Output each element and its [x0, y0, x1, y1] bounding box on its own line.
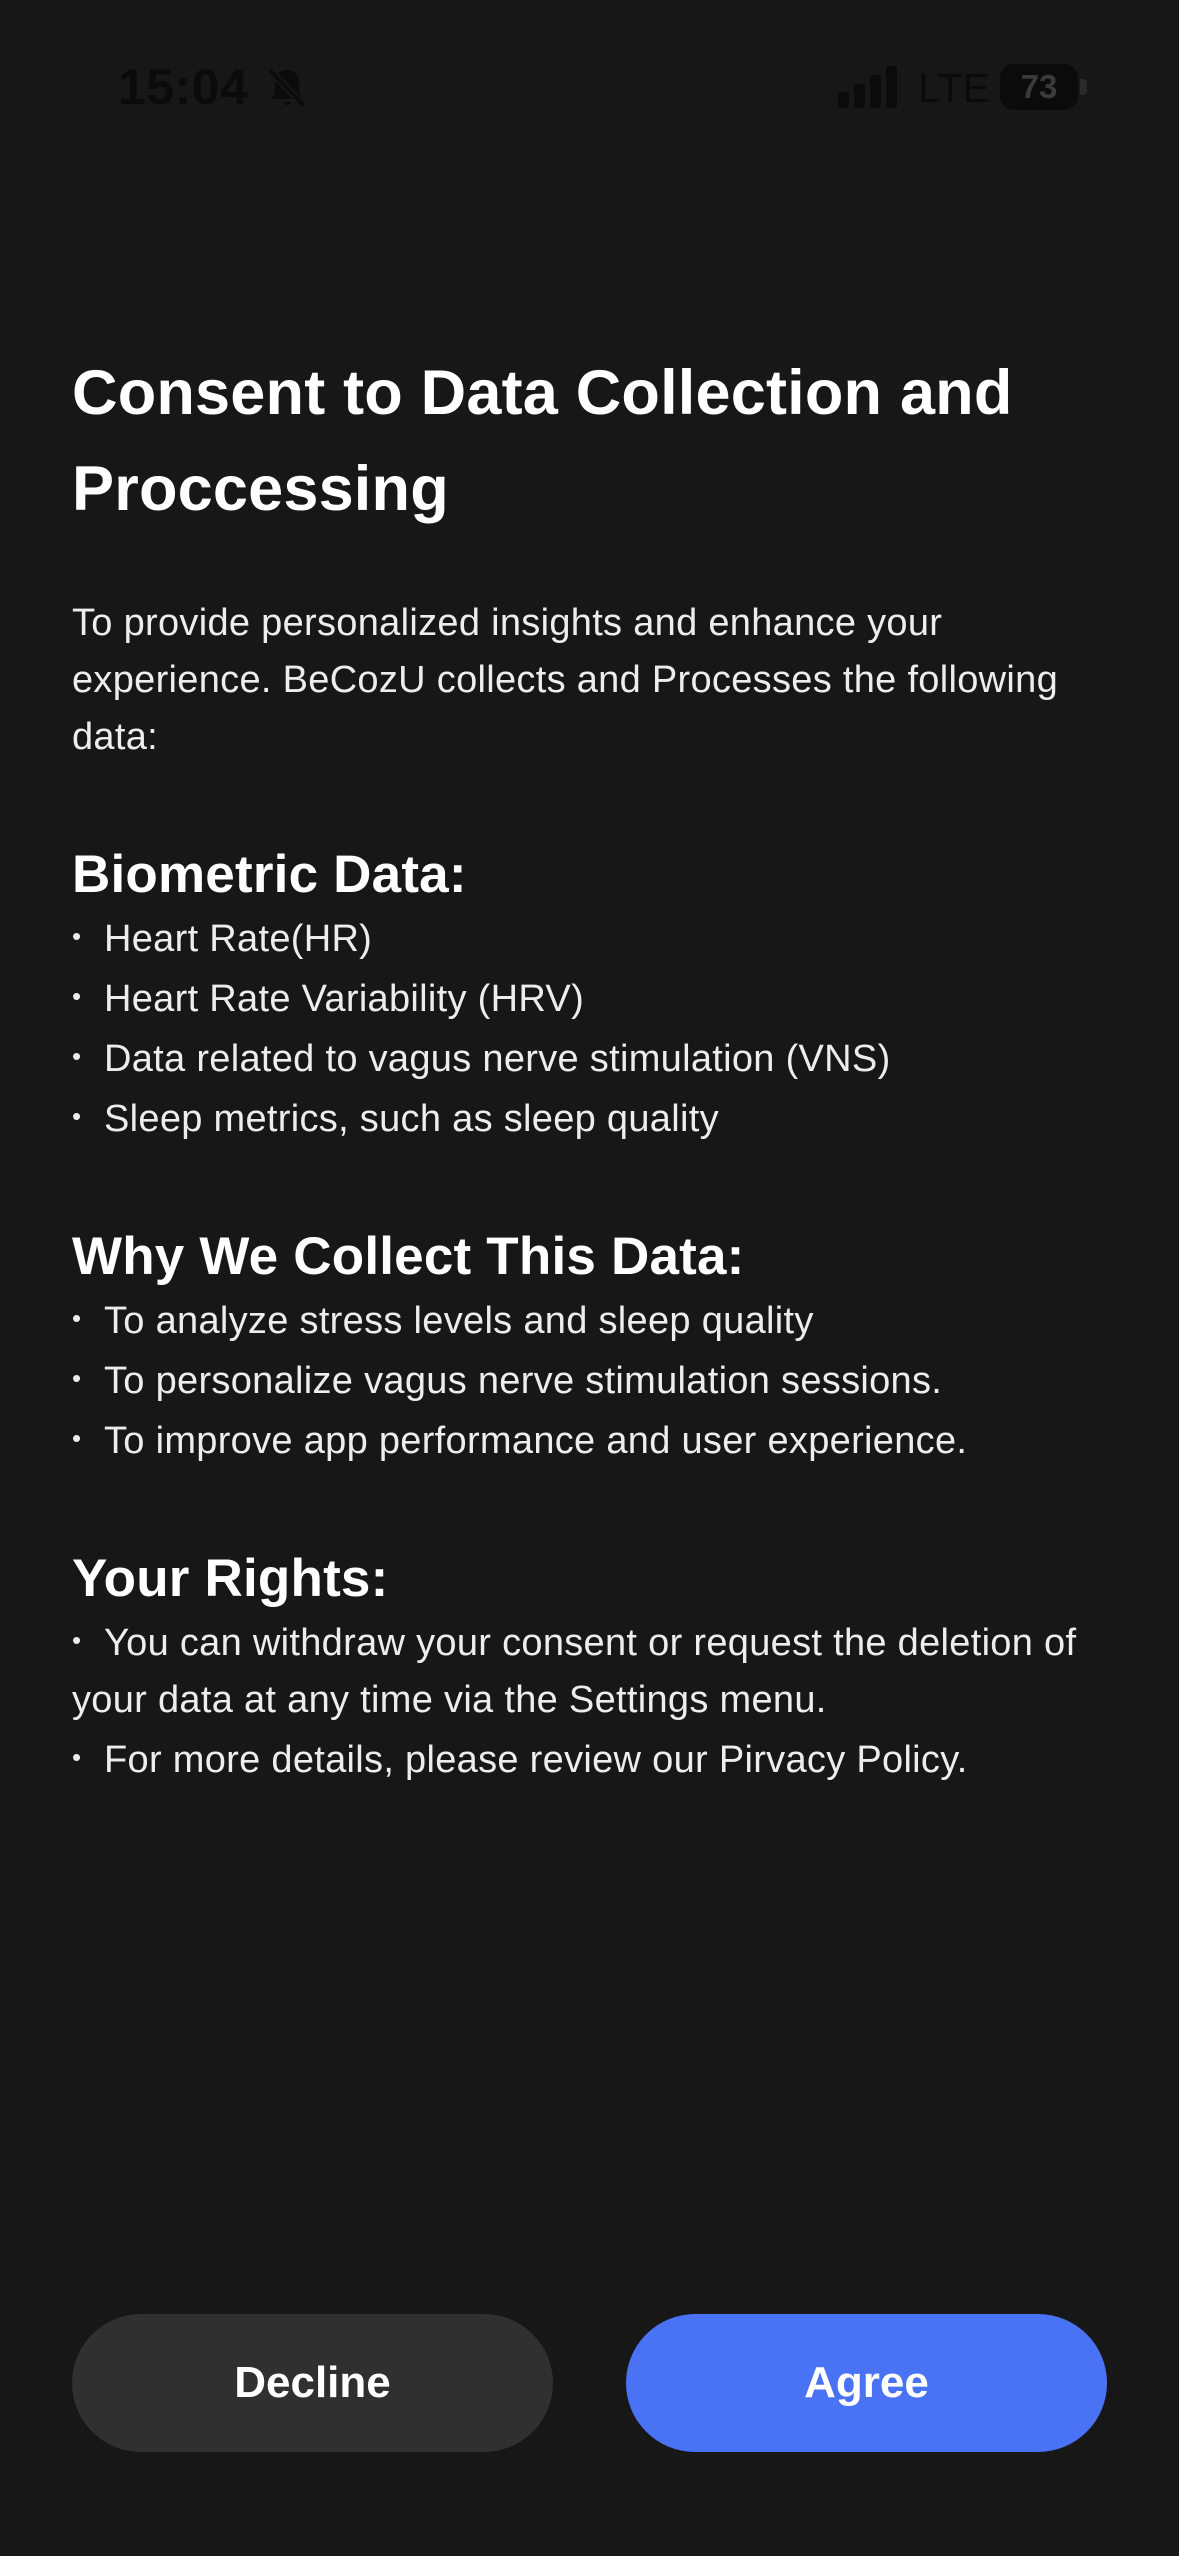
list-item: • Sleep metrics, such as sleep quality [72, 1088, 1122, 1148]
status-time: 15:04 [118, 59, 249, 115]
agree-button[interactable]: Agree [626, 2314, 1107, 2452]
biometric-list [72, 908, 1122, 1148]
why-section [72, 1224, 1122, 1470]
list-item: • You can withdraw your consent or request the deletion of your data at any time via the Settings menu. [72, 1612, 1122, 1729]
list-item: • Heart Rate(HR) [72, 908, 1122, 968]
network-type: LTE [918, 65, 991, 111]
decline-button[interactable]: Decline [72, 2314, 553, 2452]
page-title: Consent to Data Collection and Proccessing [72, 358, 1013, 524]
intro-text: To provide personalized insights and enhance your experience. BeCozU collects and Processes the following data: [72, 602, 1059, 758]
rights-heading: Your Rights: [72, 1549, 389, 1608]
rights-list [72, 1612, 1122, 1789]
list-item: • For more details, please review our Pirvacy Policy. [72, 1729, 1122, 1789]
status-bar [0, 0, 1179, 175]
why-heading: Why We Collect This Data: [72, 1227, 745, 1286]
list-item: • Data related to vagus nerve stimulation (VNS) [72, 1028, 1122, 1088]
list-item: • To analyze stress levels and sleep quality [72, 1290, 1122, 1350]
list-item: • To improve app performance and user experience. [72, 1410, 1122, 1470]
list-item: • Heart Rate Variability (HRV) [72, 968, 1122, 1028]
rights-section [72, 1546, 1122, 1789]
consent-content [72, 345, 1122, 1789]
biometric-section [72, 842, 1122, 1148]
battery-level: 73 [1020, 68, 1058, 105]
bell-muted-icon [266, 66, 308, 110]
why-list [72, 1290, 1122, 1470]
list-item: • To personalize vagus nerve stimulation sessions. [72, 1350, 1122, 1410]
biometric-heading: Biometric Data: [72, 845, 467, 904]
battery-icon [1000, 64, 1090, 110]
cellular-signal-icon [838, 66, 900, 108]
